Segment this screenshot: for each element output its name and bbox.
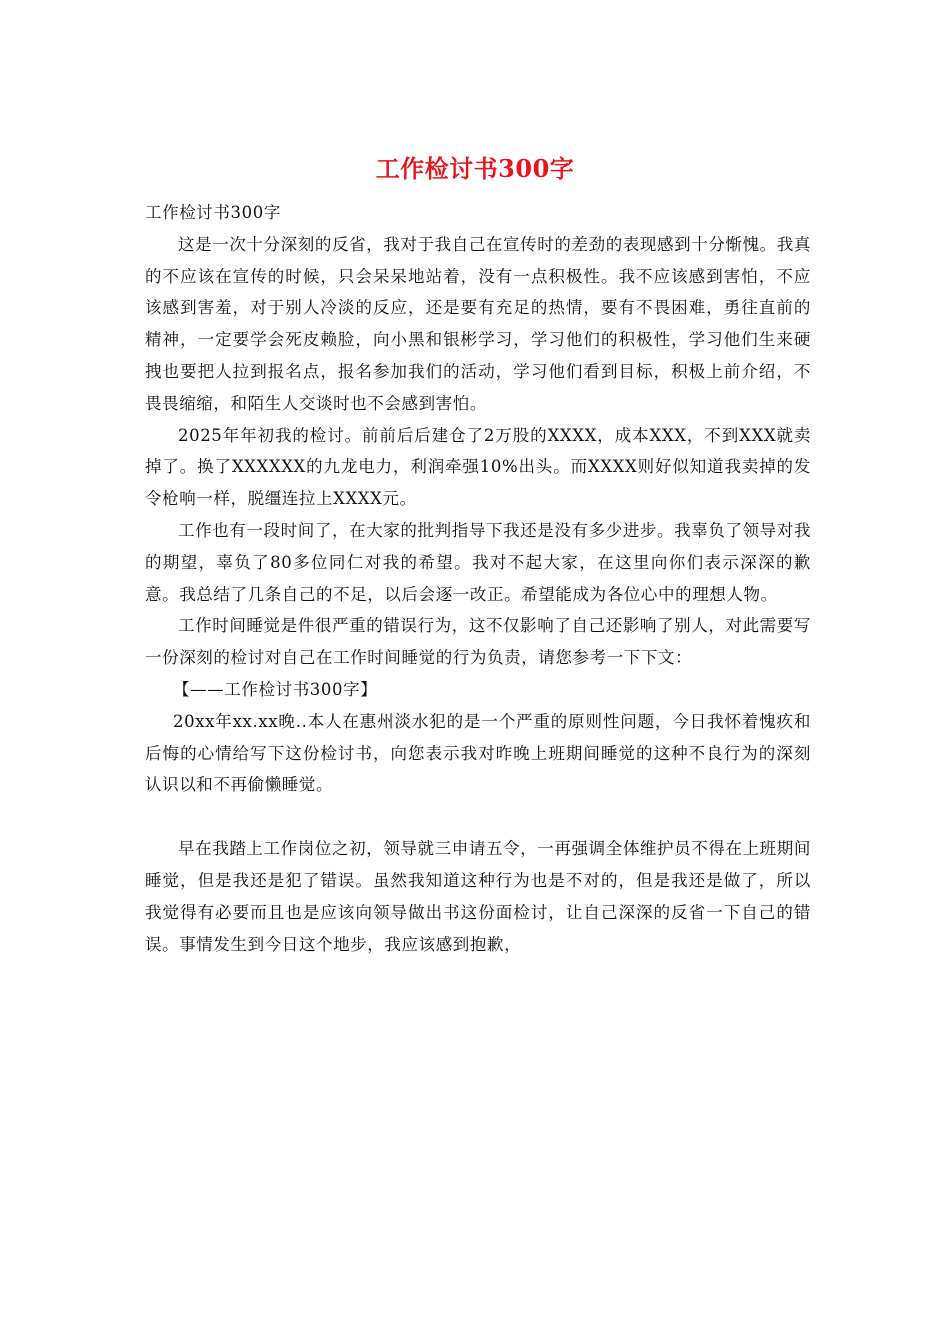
document-title: 工作检讨书300字 — [375, 154, 575, 183]
final-paragraph: 早在我踏上工作岗位之初，领导就三申请五令，一再强调全体维护员不得在上班期间睡觉，但是我还是犯了错误。虽然我知道这种行为也是不对的，但是我还是做了，所以我觉得有必要而且也是应该向领导做出书这份面检讨，让自己深深的反省一下自己的错误。事情发生到今日这个地步，我应该感到抱歉， — [145, 839, 811, 954]
bracket-heading: 【——工作检讨书300字】 — [173, 679, 378, 699]
subtitle-line: 工作检讨书300字 — [145, 203, 281, 222]
paragraph-gap — [145, 801, 811, 833]
paragraph-reflection: 这是一次十分深刻的反省，我对于我自己在宣传时的差劲的表现感到十分惭愧。我真的不应该在宣传的时候，只会呆呆地站着，没有一点积极性。我不应该感到害怕，不应该感到害羞，对于别人冷淡的反应，还是要有充足的热情，要有不畏困难，勇往直前的精神，一定要学会死皮赖脸，向小黑和银彬学习，学习他们的积极性，学习他们生来硬拽也要把人拉到报名点，报名参加我们的活动，学习他们看到目标，积极上前介绍，不畏畏缩缩，和陌生人交谈时也不会感到害怕。 — [145, 234, 811, 413]
letter-paragraph: 20xx年xx.xx晚..本人在惠州淡水犯的是一个严重的原则性问题，今日我怀着愧疚和后悔的心情给写下这份检讨书，向您表示我对昨晚上班期间睡觉的这种不良行为的深刻认识以和不再偷懒睡觉。 — [145, 711, 811, 795]
paragraph-sleeping-intro: 工作时间睡觉是件很严重的错误行为，这不仅影响了自己还影响了别人，对此需要写一份深刻的检讨对自己在工作时间睡觉的行为负责，请您参考一下下文： — [145, 616, 811, 668]
paragraph-progress-apology: 工作也有一段时间了，在大家的批判指导下我还是没有多少进步。我辜负了领导对我的期望，辜负了80多位同仁对我的希望。我对不起大家，在这里向你们表示深深的歉意。我总结了几条自己的不足，以后会逐一改正。希望能成为各位心中的理想人物。 — [145, 520, 811, 604]
paragraph-stock-review: 2025年年初我的检讨。前前后后建仓了2万股的XXXX，成本XXX，不到XXX就卖掉了。换了XXXXXX的九龙电力，利润牵强10%出头。而XXXX则好似知道我卖掉的发令枪响一样，脱缰连拉上XXXX元。 — [145, 425, 811, 509]
document-body — [145, 197, 811, 960]
